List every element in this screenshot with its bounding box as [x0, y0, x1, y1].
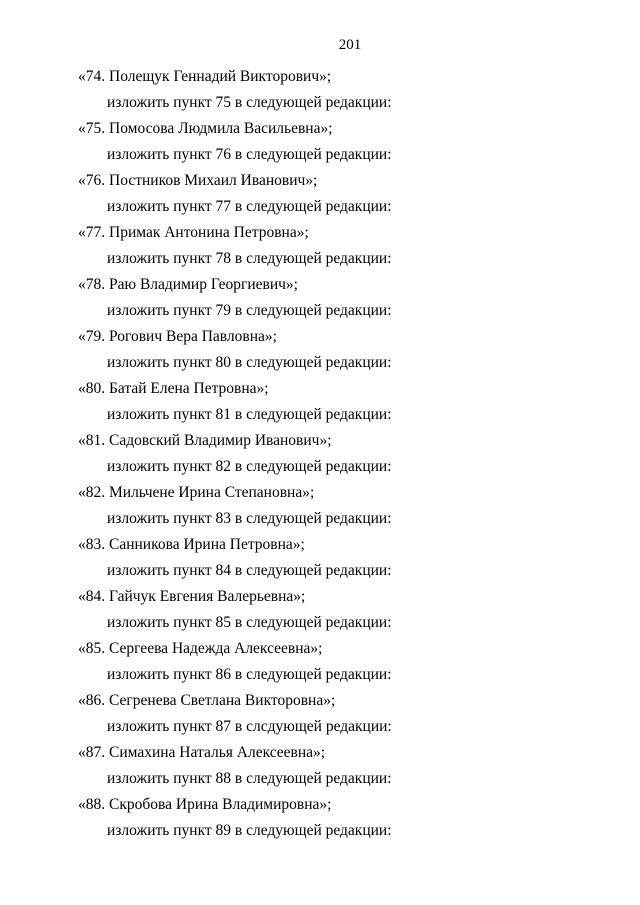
list-entry: «83. Санникова Ирина Петровна»; [78, 536, 305, 553]
page-number: 201 [338, 37, 362, 53]
amendment-instruction: изложить пункт 77 в следующей редакции: [107, 198, 392, 215]
amendment-instruction: изложить пункт 84 в следующей редакции: [107, 562, 392, 579]
amendment-instruction: изложить пункт 83 в следующей редакции: [107, 510, 392, 527]
amendment-instruction: изложить пункт 89 в следующей редакции: [107, 822, 392, 839]
list-entry: «85. Сергеева Надежда Алексеевна»; [78, 640, 323, 657]
amendment-instruction: изложить пункт 87 в слсдующей редакции: [107, 718, 392, 735]
list-entry: «87. Симахина Наталья Алексеевна»; [78, 744, 326, 761]
amendment-instruction: изложить пункт 82 в следующей редакции: [107, 458, 392, 475]
amendment-instruction: изложить пункт 76 в следующей редакции: [107, 146, 392, 163]
amendment-instruction: изложить пункт 85 в следующей редакции: [107, 614, 392, 631]
list-entry: «79. Рогович Вера Павловна»; [78, 328, 277, 345]
list-entry: «80. Батай Елена Петровна»; [78, 380, 269, 397]
list-entry: «86. Сегренева Светлана Викторовна»; [78, 692, 336, 709]
list-entry: «78. Раю Владимир Георгиевич»; [78, 276, 298, 293]
list-entry: «76. Постников Михаил Иванович»; [78, 172, 318, 189]
amendment-instruction: изложить пункт 86 в следующей редакции: [107, 666, 392, 683]
list-entry: «84. Гайчук Евгения Валерьевна»; [78, 588, 306, 605]
amendment-list [0, 68, 640, 848]
list-entry: «81. Садовский Владимир Иванович»; [78, 432, 332, 449]
amendment-instruction: изложить пункт 88 в следующей редакции: [107, 770, 392, 787]
list-entry: «88. Скробова Ирина Владимировна»; [78, 796, 332, 813]
amendment-instruction: изложить пункт 81 в следующей редакции: [107, 406, 392, 423]
list-entry: «82. Мильчене Ирина Степановна»; [78, 484, 315, 501]
list-entry: «75. Помосова Людмила Васильевна»; [78, 120, 333, 137]
list-entry: «77. Примак Антонина Петровна»; [78, 224, 309, 241]
list-entry: «74. Полещук Геннадий Викторович»; [78, 68, 332, 85]
amendment-instruction: изложить пункт 80 в следующей редакции: [107, 354, 392, 371]
amendment-instruction: изложить пункт 79 в следующей редакции: [107, 302, 392, 319]
amendment-instruction: изложить пункт 75 в следующей редакции: [107, 94, 392, 111]
amendment-instruction: изложить пункт 78 в следующей редакции: [107, 250, 392, 267]
